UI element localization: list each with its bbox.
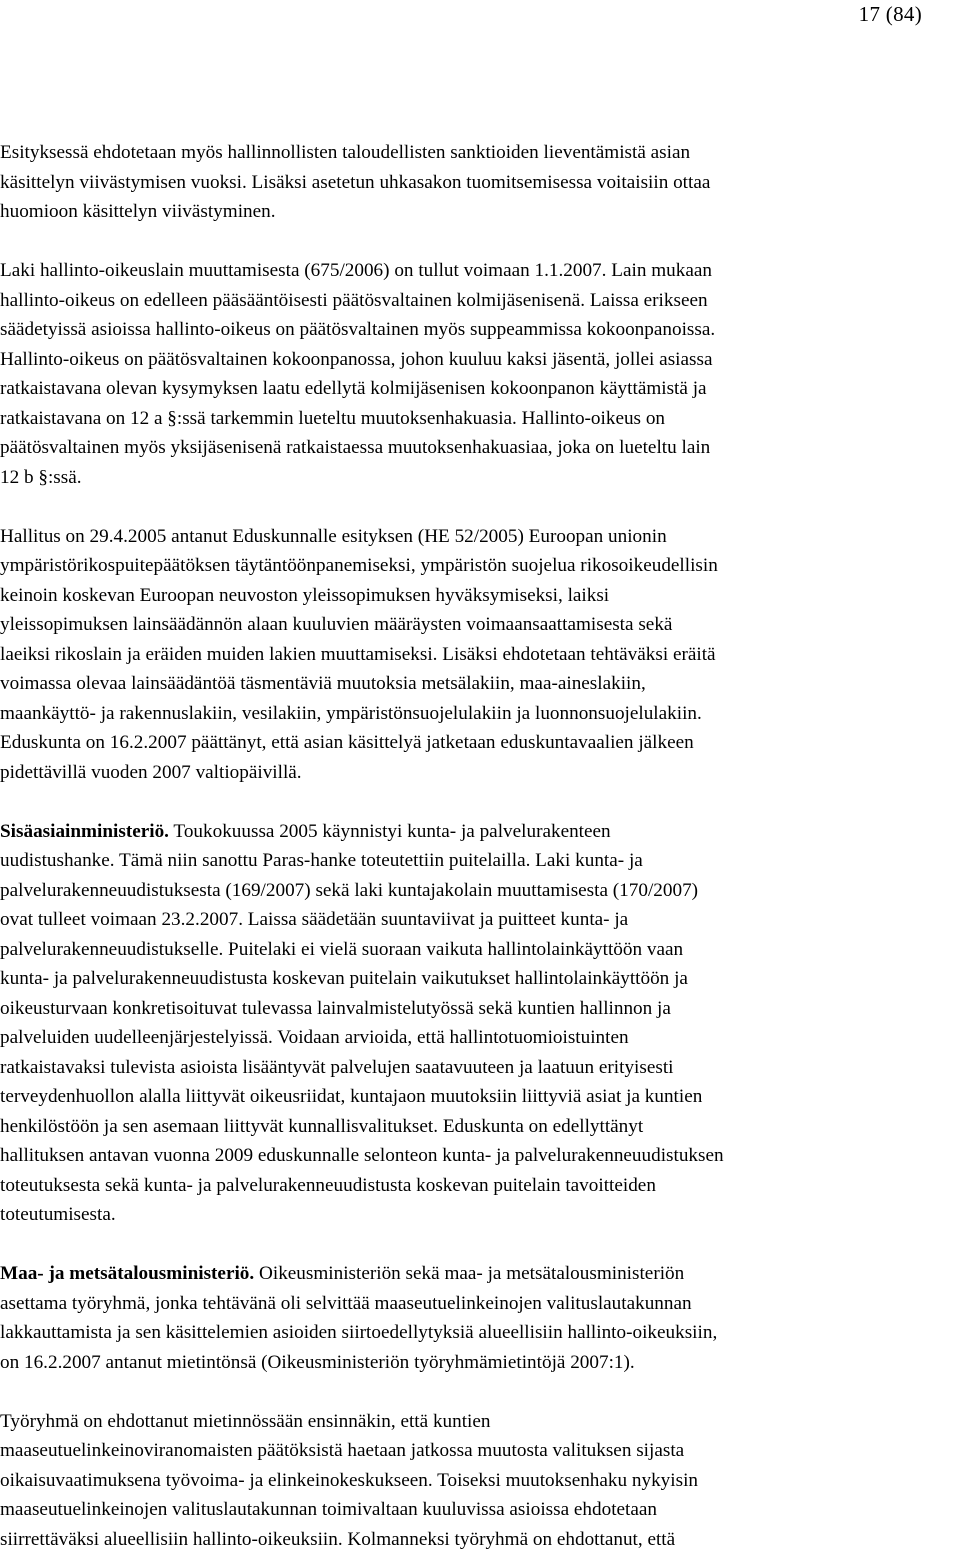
text-line: uudistushanke. Tämä niin sanottu Paras-hanke toteutettiin puitelailla. Laki kunta- ja	[0, 850, 643, 871]
text-line: palvelurakenneuudistukselle. Puitelaki ei vielä suoraan vaikuta hallintolainkäyttöön vaan	[0, 938, 684, 960]
text-line: säädetyissä asioissa hallinto-oikeus on päätösvaltainen myös suppeammissa kokoonpanoissa.	[0, 319, 716, 340]
text-line: pidettävillä vuoden 2007 valtiopäivillä.	[0, 761, 302, 783]
text-line: keinoin koskevan Euroopan neuvoston yleissopimuksen hyväksymiseksi, laiksi	[0, 584, 610, 606]
text-line: ratkaistavana on 12 a §:ssä tarkemmin lueteltu muutoksenhakuasia. Hallinto-oikeus on	[0, 407, 666, 429]
text-line: 12 b §:ssä.	[0, 466, 82, 488]
text-fragment: Oikeusministeriön sekä maa- ja metsätalousministeriön	[254, 1263, 685, 1284]
paragraph-administrative-court-act	[0, 256, 960, 492]
text-line: henkilöstöön ja sen asemaan liittyvät kunnallisvalitukset. Eduskunta on edellyttänyt	[0, 1115, 644, 1137]
text-line: ratkaistavana olevan kysymyksen laatu edellytä kolmijäsenisen kokoonpanon käyttämistä ja	[0, 378, 707, 399]
text-line: Esityksessä ehdotetaan myös hallinnollisten taloudellisten sanktioiden lieventämistä asian	[0, 142, 691, 163]
text-line: maankäyttö- ja rakennuslakiin, vesilakiin, ympäristönsuojelulakiin ja luonnonsuojelulakiin.	[0, 702, 702, 724]
text-line: oikaisuvaatimuksena työvoima- ja elinkeinokeskukseen. Toiseksi muutoksenhaku nykyisin	[0, 1469, 699, 1491]
text-line: maaseutuelinkeinojen valituslautakunnan toimivaltaan kuuluvissa asioissa ehdotetaan	[0, 1499, 658, 1520]
paragraph-ministry-of-interior	[0, 817, 960, 1230]
text-line: Työryhmä on ehdottanut mietinnössään ensinnäkin, että kuntien	[0, 1410, 491, 1432]
text-line: voimassa olevaa lainsäädäntöä täsmentäviä muutoksia metsälakiin, maa-aineslakiin,	[0, 673, 646, 694]
page-number: 17 (84)	[858, 2, 922, 26]
text-line: oikeusturvaan konkretisoituvat tulevassa lainvalmistelutyössä sekä kuntien hallinnon ja	[0, 997, 671, 1019]
text-line: palvelurakenneuudistuksesta (169/2007) sekä laki kuntajakolain muuttamisesta (170/2007)	[0, 879, 699, 901]
text-line: Hallinto-oikeus on päätösvaltainen kokoonpanossa, johon kuuluu kaksi jäsentä, jollei asiassa	[0, 348, 713, 370]
text-line: Hallitus on 29.4.2005 antanut Eduskunnalle esityksen (HE 52/2005) Euroopan unionin	[0, 525, 667, 547]
text-line: käsittelyn viivästymisen vuoksi. Lisäksi asetetun uhkasakon tuomitsemisessa voitaisiin ottaa	[0, 171, 711, 193]
text-line: ratkaistavaksi tulevista asioista lisääntyvät palvelujen saatavuuteen ja laatuun erityisesti	[0, 1056, 674, 1078]
text-line: siirrettäväksi alueellisiin hallinto-oikeuksiin. Kolmanneksi työryhmä on ehdottanut, että	[0, 1528, 676, 1550]
paragraph-government-proposal	[0, 522, 960, 788]
text-line: asettama työryhmä, jonka tehtävänä oli selvittää maaseutuelinkeinojen valituslautakunnan	[0, 1292, 692, 1314]
text-line: laeiksi rikoslain ja eräiden muiden lakien muuttamiseksi. Lisäksi ehdotetaan tehtäväksi eräitä	[0, 643, 716, 665]
text-line: lakkauttamista ja sen käsittelemien asioiden siirtoedellytyksiä alueellisiin hallinto-oikeuksiin,	[0, 1322, 718, 1343]
text-line: maaseutuelinkeinoviranomaisten päätöksistä haetaan jatkossa muutosta valituksen sijasta	[0, 1440, 685, 1461]
text-line: hallituksen antavan vuonna 2009 eduskunnalle selonteon kunta- ja palvelurakenneuudistuksen	[0, 1145, 724, 1166]
paragraph-sanctions	[0, 138, 960, 227]
ministry-heading: Maa- ja metsätalousministeriö.	[0, 1263, 255, 1284]
text-line: Eduskunta on 16.2.2007 päättänyt, että asian käsittelyä jatketaan eduskuntavaalien jälkeen	[0, 732, 694, 753]
ministry-heading: Sisäasiainministeriö.	[0, 820, 169, 842]
text-line: terveydenhuollon alalla liittyvät oikeusriidat, kuntajaon muutoksiin liittyviä asiat ja kuntien	[0, 1086, 703, 1107]
text-line: toteutumisesta.	[0, 1204, 116, 1225]
paragraph-working-group	[0, 1407, 960, 1555]
text-line: toteutuksesta sekä kunta- ja palvelurakenneuudistusta koskevan puitelain tavoitteiden	[0, 1174, 656, 1196]
text-line: on 16.2.2007 antanut mietintönsä (Oikeusministeriön työryhmämietintöjä 2007:1).	[0, 1351, 635, 1373]
text-line	[0, 817, 960, 847]
text-line	[0, 1259, 960, 1289]
text-line: huomioon käsittelyn viivästyminen.	[0, 201, 276, 222]
text-fragment: Toukokuussa 2005 käynnistyi kunta- ja palvelurakenteen	[168, 820, 611, 842]
page-content	[0, 138, 960, 1554]
paragraph-ministry-of-agriculture	[0, 1259, 960, 1377]
text-line: yleissopimuksen lainsäädännön alaan kuuluvien määräysten voimaansaattamisesta sekä	[0, 614, 673, 635]
text-line: ovat tulleet voimaan 23.2.2007. Laissa säädetään suuntaviivat ja puitteet kunta- ja	[0, 909, 629, 930]
text-line: kunta- ja palvelurakenneuudistusta koskevan puitelain vaikutukset hallintolainkäyttöön ja	[0, 968, 688, 989]
text-line: päätösvaltainen myös yksijäsenisenä ratkaistaessa muutoksenhakuasiaa, joka on lueteltu lain	[0, 437, 711, 458]
text-line: palveluiden uudelleenjärjestelyissä. Voidaan arvioida, että hallintotuomioistuinten	[0, 1027, 629, 1048]
text-line: Laki hallinto-oikeuslain muuttamisesta (675/2006) on tullut voimaan 1.1.2007. Lain mukaan	[0, 260, 712, 281]
text-line: ympäristörikospuitepäätöksen täytäntöönpanemiseksi, ympäristön suojelua rikosoikeudellisin	[0, 555, 718, 576]
text-line: hallinto-oikeus on edelleen pääsääntöisesti päätösvaltainen kolmijäsenisenä. Laissa erikseen	[0, 289, 708, 311]
